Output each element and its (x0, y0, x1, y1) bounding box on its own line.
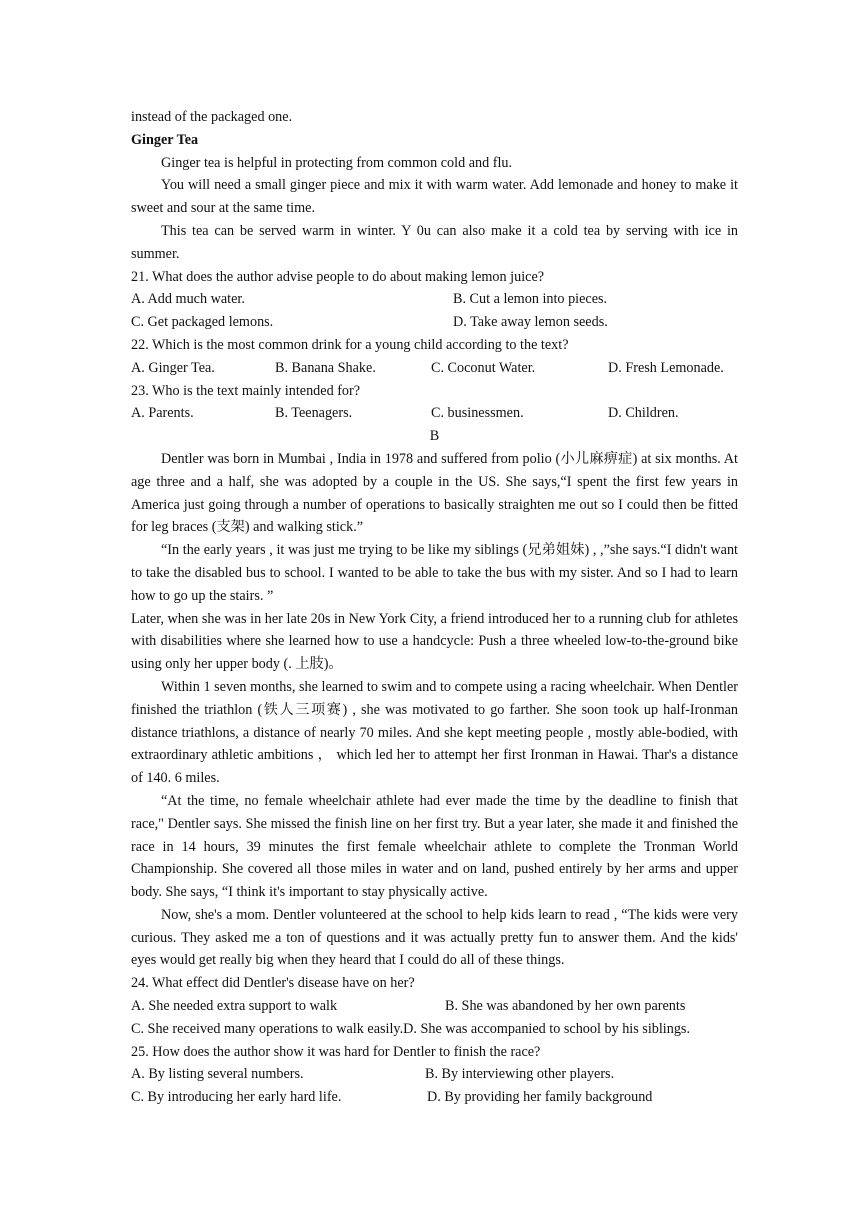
question-21-stem: 21. What does the author advise people to do about making lemon juice? (131, 268, 545, 285)
question-23-options (131, 402, 738, 425)
page-content (131, 106, 738, 1109)
question-25-option-c: C. By introducing her early hard life. (131, 1089, 342, 1106)
question-25-options-row-2 (131, 1086, 738, 1109)
question-25-option-a: A. By listing several numbers. (131, 1066, 304, 1083)
question-23-option-d: D. Children. (608, 405, 679, 422)
passage-b-paragraph-6: Now, she's a mom. Dentler volunteered at the school to help kids learn to read , “The kids were very curious. They asked me a ton of questions and it was actually pretty fun to answer them. And the kids' eyes would get really big when they heard that I could do all of these things. (131, 906, 738, 969)
question-25-option-d: D. By providing her family background (427, 1089, 653, 1106)
passage-continuation: instead of the packaged one. (131, 109, 293, 125)
question-22-options (131, 357, 738, 380)
question-25-option-b: B. By interviewing other players. (425, 1066, 615, 1083)
question-22-stem: 22. Which is the most common drink for a young child according to the text? (131, 336, 569, 353)
question-25-options-row-1 (131, 1063, 738, 1086)
passage-b-paragraph-2: “In the early years , it was just me trying to be like my siblings (兄弟姐妹) , ,”she says.“I didn't want to take the disabled bus to school. I wanted to be able to take the bus with my sister. And so I had to learn how to go up the stairs. ” (131, 542, 738, 604)
question-21-options-row-1 (131, 288, 738, 311)
question-21-options-row-2 (131, 311, 738, 334)
passage-b-paragraph-5: “At the time, no female wheelchair athlete had ever made the time by the deadline to finish that race," Dentler says. She missed the finish line on her first try. But a year later, she made it and finished the race in 14 hours, 39 minutes the first female wheelchair athlete to complete the Tronman World Championship. She covered all those miles in water and on land, pushed entirely by her arms and upper body. She says, “I think it's important to stay physically active. (131, 792, 738, 901)
question-23-option-a: A. Parents. (131, 405, 194, 422)
section-b-heading: B (429, 428, 440, 445)
question-24-option-c: C. She received many operations to walk easily. (131, 1020, 404, 1037)
question-24-option-a: A. She needed extra support to walk (131, 998, 338, 1015)
question-22-option-c: C. Coconut Water. (431, 359, 536, 376)
question-24-stem: 24. What effect did Dentler's disease have on her? (131, 975, 415, 992)
question-23-stem: 23. Who is the text mainly intended for? (131, 382, 361, 399)
question-23-option-c: C. businessmen. (431, 405, 524, 422)
question-24-option-d: D. She was accompanied to school by his siblings. (403, 1020, 690, 1037)
ginger-tea-title: Ginger Tea (131, 131, 199, 148)
ginger-paragraph-3: This tea can be served warm in winter. Y 0u can also make it a cold tea by serving with ice in summer. (131, 222, 738, 262)
question-23-option-b: B. Teenagers. (275, 405, 353, 422)
question-21-option-b: B. Cut a lemon into pieces. (453, 291, 608, 308)
question-22-option-d: D. Fresh Lemonade. (608, 359, 724, 376)
passage-b-paragraph-3: Later, when she was in her late 20s in New York City, a friend introduced her to a running club for athletes with disabilities where she learned how to use a handcycle: Push a three wheeled low-to-the-ground bike using only her upper body (. 上肢)。 (131, 610, 738, 673)
ginger-paragraph-2: You will need a small ginger piece and mix it with warm water. Add lemonade and honey to make it sweet and sour at the same time. (131, 177, 738, 217)
question-22-option-a: A. Ginger Tea. (131, 359, 215, 376)
question-21-option-d: D. Take away lemon seeds. (453, 314, 608, 331)
ginger-paragraph-1: Ginger tea is helpful in protecting from common cold and flu. (161, 154, 513, 171)
passage-b-paragraph-4: Within 1 seven months, she learned to swim and to compete using a racing wheelchair. When Dentler finished the triathlon (铁人三项赛) , she was motivated to go farther. She soon took up half-Ironman distance triathlons, a distance of nearly 70 miles. And she kept meeting people , mostly able-bodied, with extraordinary athletic ambitions ， which led her to attempt her first Ironman in Hawai. Thar's a distance of 140. 6 miles. (131, 678, 738, 787)
question-21-option-c: C. Get packaged lemons. (131, 314, 274, 331)
question-21-option-a: A. Add much water. (131, 291, 245, 308)
passage-b-paragraph-1: Dentler was born in Mumbai , India in 1978 and suffered from polio (小儿麻痹症) at six months. At age three and a half, she was adopted by a couple in the US. She says,“I spent the first few years in America just going through a number of operations to basically straighten me out so I could then be fitted for leg braces (支架) and walking stick.” (131, 450, 738, 536)
question-25-stem: 25. How does the author show it was hard for Dentler to finish the race? (131, 1043, 541, 1060)
question-24-options-row-2 (131, 1018, 738, 1041)
question-22-option-b: B. Banana Shake. (275, 359, 376, 376)
question-24-options-row-1 (131, 995, 738, 1018)
question-24-option-b: B. She was abandoned by her own parents (445, 998, 686, 1015)
